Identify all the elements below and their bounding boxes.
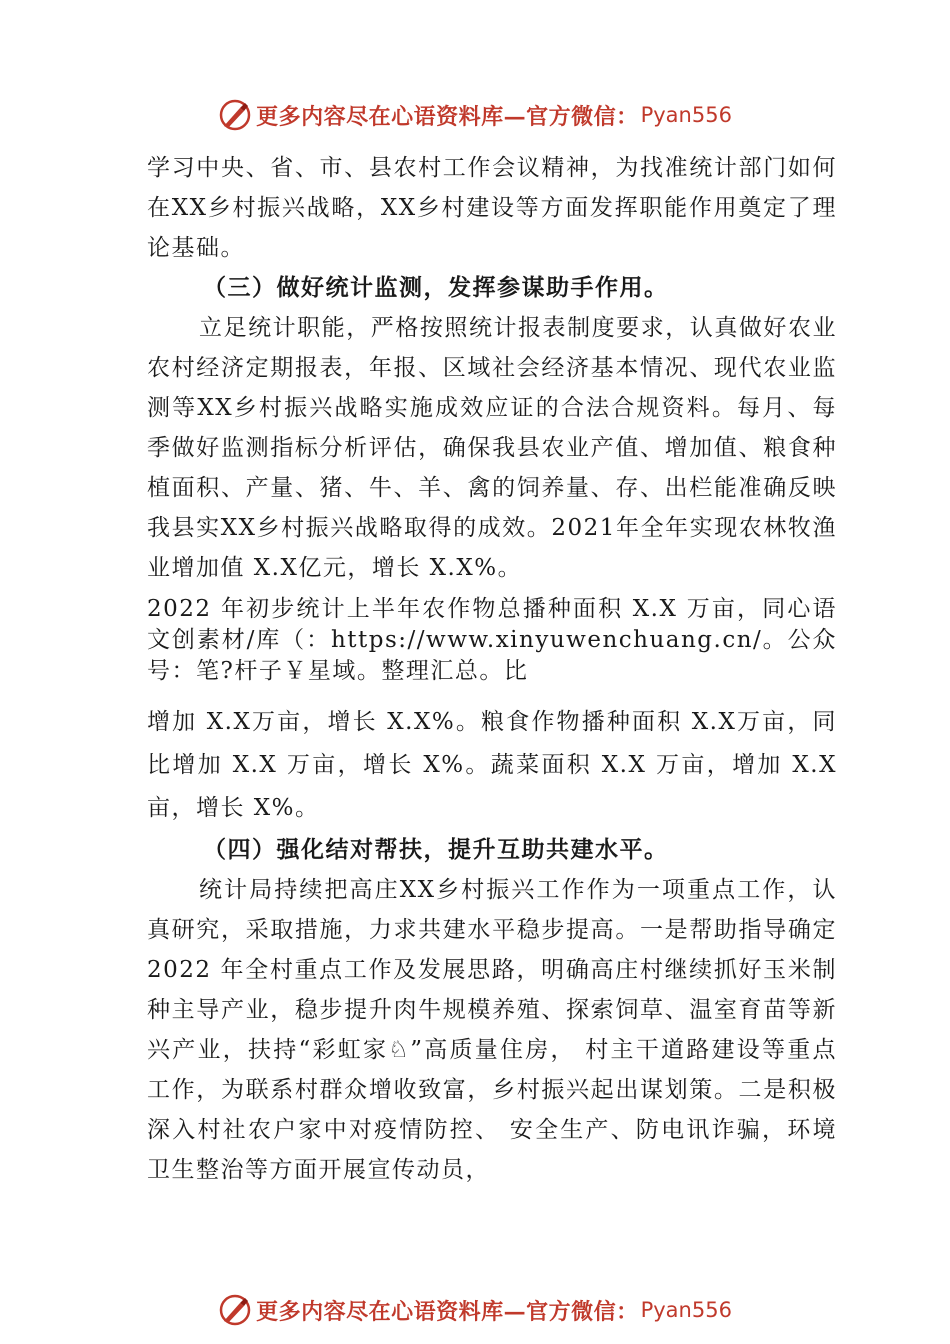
section-heading-3: （三）做好统计监测，发挥参谋助手作用。 [203,274,669,301]
banner-text: 更多内容尽在心语资料库—官方微信： [256,1298,639,1325]
document-body [147,148,837,1190]
paragraph-5: 统计局持续把高庄XX乡村振兴工作作为一项重点工作，认真研究，采取措施，力求共建水平稳步提高。一是帮助指导确定 2022 年全村重点工作及发展思路，明确高庄村继续抓好玉米制种主导产业，稳步提升肉牛规模养殖、探索饲草、温室育苗等新兴产业，扶持“彩虹家♘”高质量住房， 村主干道路建设等重点工作，为联系村群众增收致富，乡村振兴起出谋划策。二是积极深入村社农户家中对疫情防控、 安全生产、防电讯诈骗，环境卫生整治等方面开展宣传动员， [147,877,837,1183]
header-banner [0,95,950,135]
section-heading-4: （四）强化结对帮扶，提升互助共建水平。 [203,836,669,863]
footer-banner [0,1290,950,1330]
banner-text: 更多内容尽在心语资料库—官方微信： [256,103,639,130]
paragraph-1: 学习中央、省、市、县农村工作会议精神，为找准统计部门如何在XX乡村振兴战略，XX乡村建设等方面发挥职能作用奠定了理论基础。 [147,155,837,261]
paragraph-4: 增加 X.X万亩，增长 X.X%。粮食作物播种面积 X.X万亩，同比增加 X.X 万亩，增长 X%。蔬菜面积 X.X 万亩，增加 X.X 亩，增长 X%。 [147,709,837,821]
paragraph-2: 立足统计职能，严格按照统计报表制度要求，认真做好农业农村经济定期报表，年报、区域社会经济基本情况、现代农业监测等XX乡村振兴战略实施成效应证的合法合规资料。每月、每季做好监测指标分析评估，确保我县农业产值、增加值、粮食种植面积、产量、猪、牛、羊、禽的饲养量、存、出栏能准确反映我县实XX乡村振兴战略取得的成效。2021年全年实现农林牧渔业增加值 X.X亿元，增长 X.X%。 [147,315,837,581]
banner-contact: Pyan556 [640,103,732,127]
pen-logo-icon [218,1293,252,1327]
banner-contact: Pyan556 [640,1298,732,1322]
pen-logo-icon [218,98,252,132]
paragraph-3: 2022 年初步统计上半年农作物总播种面积 X.X 万亩，同心语文创素材/库（：https://www.xinyuwenchuang.cn/。公众号：笔?杆子￥星域。整理汇总。比 [147,596,837,684]
